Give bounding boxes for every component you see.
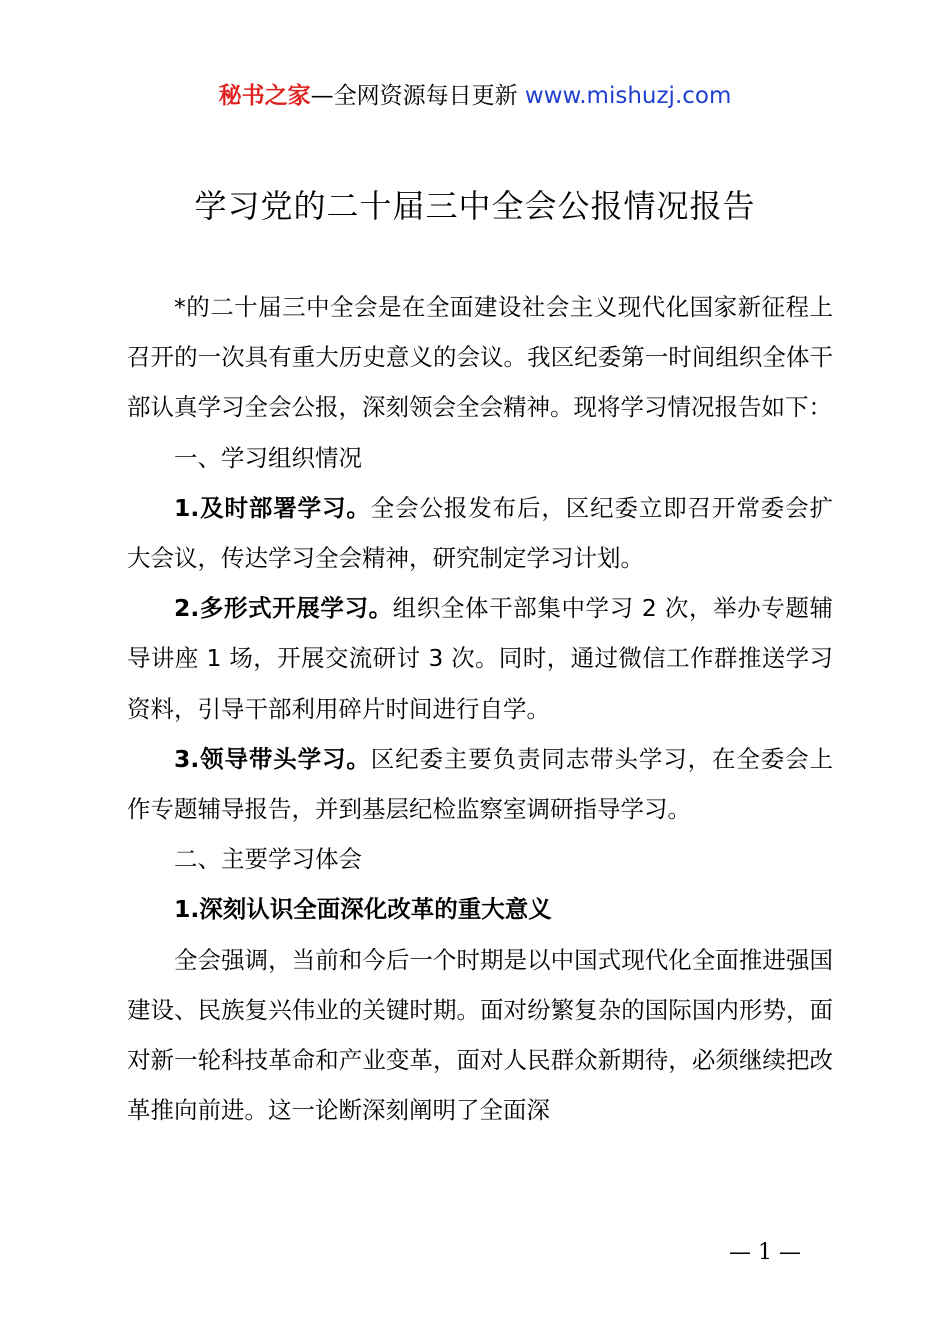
paragraph-text: 组织全体干部集中学习 2 次，举办专题辅导讲座 1 场，开展交流研讨 3 次。同时，通过微信工作群推送学习资料，引导干部利用碎片时间进行自学。: [127, 594, 833, 723]
paragraph-text: 区纪委主要负责同志带头学习，在全委会上作专题辅导报告，并到基层纪检监察室调研指导学习。: [127, 744, 834, 824]
paragraph-text: *的二十届三中全会是在全面建设社会主义现代化国家新征程上召开的一次具有重大历史意义的会议。我区纪委第一时间组织全体干部认真学习全会公报，深刻领会全会精神。现将学习情况报告如下：: [127, 293, 833, 422]
reform-paragraph: [127, 935, 833, 1136]
item-multiform-study: [127, 583, 833, 734]
paragraph-text: 二、主要学习体会: [174, 845, 362, 874]
section-heading-main-insights: [127, 834, 833, 884]
paragraph-text: 全会公报发布后，区纪委立即召开常委会扩大会议，传达学习全会精神，研究制定学习计划。: [127, 493, 834, 573]
subheading-reform-significance: [127, 884, 833, 934]
paragraph-text: 一、学习组织情况: [174, 443, 362, 472]
document-body: [127, 282, 833, 1135]
item-timely-deployment: [127, 483, 833, 583]
paragraph-bold-lead: 1.深刻认识全面深化改革的重大意义: [174, 895, 552, 924]
paragraph-bold-lead: 3.领导带头学习。: [174, 744, 371, 773]
document-title: 学习党的二十届三中全会公报情况报告: [194, 187, 756, 225]
site-tagline: —全网资源每日更新: [310, 83, 518, 109]
site-brand: 秘书之家: [218, 83, 311, 109]
item-leadership-example: [127, 734, 833, 834]
section-heading-study-organization: [127, 433, 833, 483]
intro-paragraph: [127, 282, 833, 433]
paragraph-text: 全会强调，当前和今后一个时期是以中国式现代化全面推进强国建设、民族复兴伟业的关键时期。面对纷繁复杂的国际国内形势，面对新一轮科技革命和产业变革，面对人民群众新期待，必须继续把改革推向前进。这一论断深刻阐明了全面深: [127, 945, 833, 1125]
paragraph-bold-lead: 1.及时部署学习。: [174, 493, 371, 522]
site-url-link[interactable]: www.mishuzj.com: [524, 83, 732, 109]
paragraph-bold-lead: 2.多形式开展学习。: [174, 594, 393, 623]
page-number: — 1 —: [729, 1240, 801, 1265]
site-header: [0, 80, 950, 112]
